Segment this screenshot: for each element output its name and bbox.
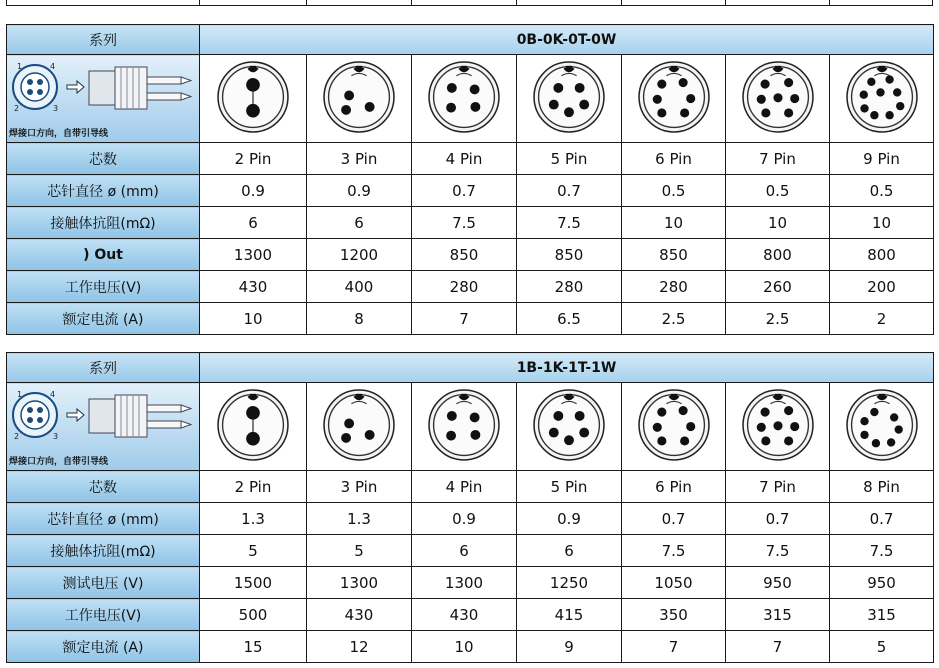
pin-layout-icon	[636, 59, 712, 135]
svg-text:2: 2	[14, 104, 20, 113]
spec-value: 7	[726, 631, 830, 663]
spec-value: 200	[830, 271, 934, 303]
pin-dot	[773, 421, 782, 430]
spec-value: 400	[307, 271, 412, 303]
pin-layout-3	[307, 55, 412, 143]
pin-dot	[889, 413, 897, 421]
pin-dot	[341, 432, 351, 442]
spec-value: 7 Pin	[726, 143, 830, 175]
spec-value: 2	[830, 303, 934, 335]
spec-value: 7 Pin	[726, 471, 830, 503]
pin-dot	[575, 82, 585, 92]
spec-value: 1300	[412, 567, 517, 599]
pin-dot	[761, 436, 770, 445]
pin-dot	[470, 101, 480, 111]
row-label: 工作电压(V)	[7, 599, 200, 631]
pin-dot	[564, 107, 574, 117]
spec-value: 2.5	[622, 303, 726, 335]
spec-value: 2.5	[726, 303, 830, 335]
pin-dot	[893, 88, 901, 96]
spec-value: 15	[200, 631, 307, 663]
solder-direction-caption: 焊接口方向，自带引导线	[9, 129, 109, 139]
spec-value: 6.5	[517, 303, 622, 335]
pin-dot	[680, 108, 689, 117]
row-label: 芯数	[7, 143, 200, 175]
previous-table-edge	[6, 0, 933, 6]
pin-layout-4	[412, 383, 517, 471]
row-label: 接触体抗阻(mΩ)	[7, 207, 200, 239]
spec-value: 0.7	[622, 503, 726, 535]
spec-value: 1300	[200, 239, 307, 271]
pin-dot	[773, 93, 782, 102]
spec-value: 7.5	[726, 535, 830, 567]
spec-value: 0.7	[517, 175, 622, 207]
row-label: ) Out	[7, 239, 200, 271]
pin-dot	[678, 78, 687, 87]
spec-value: 6	[200, 207, 307, 239]
svg-text:3: 3	[53, 432, 59, 441]
spec-row	[7, 207, 934, 239]
series-name: 0B-0K-0T-0W	[200, 25, 934, 55]
pin-dot	[549, 99, 559, 109]
spec-value: 4 Pin	[412, 471, 517, 503]
pin-dot	[784, 436, 793, 445]
pin-layout-4	[412, 55, 517, 143]
row-label: 芯数	[7, 471, 200, 503]
pin-dot	[553, 82, 563, 92]
spec-value: 0.9	[517, 503, 622, 535]
spec-value: 0.7	[412, 175, 517, 207]
spec-row	[7, 271, 934, 303]
spec-value: 10	[726, 207, 830, 239]
pin-layout-5	[517, 55, 622, 143]
spec-row	[7, 175, 934, 207]
spec-value: 5	[830, 631, 934, 663]
connector-diagram-cell	[7, 55, 200, 143]
spec-value: 7	[622, 631, 726, 663]
pin-layout-icon	[844, 387, 920, 463]
pin-dot	[470, 429, 480, 439]
spec-value: 5 Pin	[517, 471, 622, 503]
pin-dot	[365, 101, 375, 111]
pin-dot	[470, 84, 480, 94]
spec-row	[7, 631, 934, 663]
pin-dot	[470, 412, 480, 422]
spec-row	[7, 239, 934, 271]
spec-value: 5 Pin	[517, 143, 622, 175]
pin-dot	[657, 79, 666, 88]
row-label: 工作电压(V)	[7, 271, 200, 303]
pin-dot	[341, 104, 351, 114]
spec-row	[7, 471, 934, 503]
pin-dot	[896, 101, 904, 109]
pin-dot	[790, 421, 799, 430]
pin-layout-7	[726, 383, 830, 471]
pin-dot	[760, 407, 769, 416]
spec-value: 315	[726, 599, 830, 631]
spec-row	[7, 303, 934, 335]
series-label: 系列	[7, 25, 200, 55]
pin-layout-icon	[740, 59, 816, 135]
spec-value: 4 Pin	[412, 143, 517, 175]
pin-dot	[867, 77, 875, 85]
pin-dot	[859, 90, 867, 98]
pin-dot	[579, 99, 589, 109]
row-label: 芯针直径 ø (mm)	[7, 175, 200, 207]
spec-value: 280	[517, 271, 622, 303]
spec-table-1b	[6, 352, 934, 663]
connector-diagram-cell	[7, 383, 200, 471]
spec-value: 315	[830, 599, 934, 631]
pin-layout-icon	[215, 59, 291, 135]
pin-layout-2	[200, 383, 307, 471]
pin-dot	[886, 438, 894, 446]
svg-text:4: 4	[50, 62, 56, 71]
spec-value: 0.9	[412, 503, 517, 535]
pin-layout-8	[830, 383, 934, 471]
spec-value: 3 Pin	[307, 143, 412, 175]
pin-layout-icon	[426, 59, 502, 135]
pin-layout-6	[622, 55, 726, 143]
row-label: 芯针直径 ø (mm)	[7, 503, 200, 535]
spec-value: 430	[412, 599, 517, 631]
pin-dot	[549, 427, 559, 437]
spec-value: 800	[726, 239, 830, 271]
spec-value: 0.7	[726, 503, 830, 535]
pin-layout-3	[307, 383, 412, 471]
pin-dot	[579, 427, 589, 437]
pin-layout-icon	[215, 387, 291, 463]
row-label: 测试电压 (V)	[7, 567, 200, 599]
spec-value: 10	[830, 207, 934, 239]
spec-value: 1.3	[200, 503, 307, 535]
pin-dot	[870, 111, 878, 119]
pin-layout-icon	[321, 387, 397, 463]
spec-value: 950	[830, 567, 934, 599]
spec-value: 0.9	[200, 175, 307, 207]
spec-value: 430	[307, 599, 412, 631]
pin-dot	[680, 436, 689, 445]
pin-dot	[860, 104, 868, 112]
pin-layout-icon	[636, 387, 712, 463]
pin-dot	[871, 439, 879, 447]
spec-value: 0.5	[622, 175, 726, 207]
series-name: 1B-1K-1T-1W	[200, 353, 934, 383]
pin-dot	[447, 410, 457, 420]
spec-value: 6	[307, 207, 412, 239]
pin-layout-5	[517, 383, 622, 471]
spec-value: 10	[200, 303, 307, 335]
spec-value: 430	[200, 271, 307, 303]
pin-dot	[678, 406, 687, 415]
pin-dot	[447, 82, 457, 92]
pin-dot	[784, 406, 793, 415]
pin-layout-icon	[531, 59, 607, 135]
svg-text:1: 1	[17, 390, 23, 399]
svg-text:3: 3	[53, 104, 59, 113]
pin-dot	[575, 410, 585, 420]
pin-layout-icon	[426, 387, 502, 463]
pin-dot	[894, 425, 902, 433]
spec-value: 10	[622, 207, 726, 239]
row-label: 接触体抗阻(mΩ)	[7, 535, 200, 567]
pin-dot	[686, 421, 695, 430]
pin-layout-icon	[321, 59, 397, 135]
spec-value: 8	[307, 303, 412, 335]
pin-dot	[657, 108, 666, 117]
pin-dot	[246, 406, 260, 420]
spec-value: 6	[517, 535, 622, 567]
row-label: 额定电流 (A)	[7, 303, 200, 335]
spec-value: 1250	[517, 567, 622, 599]
spec-value: 5	[200, 535, 307, 567]
spec-value: 1050	[622, 567, 726, 599]
pin-dot	[246, 431, 260, 445]
spec-value: 950	[726, 567, 830, 599]
spec-value: 6 Pin	[622, 143, 726, 175]
pin-dot	[686, 93, 695, 102]
spec-value: 1.3	[307, 503, 412, 535]
pin-dot	[756, 422, 765, 431]
spec-value: 10	[412, 631, 517, 663]
spec-value: 850	[517, 239, 622, 271]
spec-value: 0.9	[307, 175, 412, 207]
pin-dot	[652, 422, 661, 431]
spec-value: 3 Pin	[307, 471, 412, 503]
pin-dot	[876, 88, 884, 96]
pin-layout-icon	[531, 387, 607, 463]
spec-value: 415	[517, 599, 622, 631]
pin-layout-icon	[844, 59, 920, 135]
pin-dot	[365, 429, 375, 439]
pin-dot	[784, 108, 793, 117]
spec-value: 1300	[307, 567, 412, 599]
spec-value: 7.5	[412, 207, 517, 239]
spec-value: 0.7	[830, 503, 934, 535]
spec-value: 280	[622, 271, 726, 303]
spec-row	[7, 143, 934, 175]
pin-dot	[761, 108, 770, 117]
pin-dot	[564, 435, 574, 445]
spec-value: 350	[622, 599, 726, 631]
pin-dot	[446, 102, 456, 112]
spec-value: 2 Pin	[200, 471, 307, 503]
pin-dot	[344, 90, 354, 100]
pin-dot	[885, 111, 893, 119]
connector-diagram	[9, 57, 197, 127]
spec-value: 850	[412, 239, 517, 271]
pin-dot	[553, 410, 563, 420]
pin-dot	[246, 103, 260, 117]
row-label: 额定电流 (A)	[7, 631, 200, 663]
spec-value: 7.5	[517, 207, 622, 239]
spec-value: 7.5	[830, 535, 934, 567]
series-label: 系列	[7, 353, 200, 383]
spec-value: 800	[830, 239, 934, 271]
spec-value: 0.5	[726, 175, 830, 207]
spec-value: 7.5	[622, 535, 726, 567]
pin-dot	[652, 94, 661, 103]
spec-value: 6 Pin	[622, 471, 726, 503]
solder-direction-caption: 焊接口方向，自带引导线	[9, 457, 109, 467]
pin-dot	[860, 430, 868, 438]
spec-value: 1200	[307, 239, 412, 271]
pin-layout-6	[622, 383, 726, 471]
pin-dot	[760, 79, 769, 88]
pin-dot	[246, 78, 260, 92]
pin-dot	[756, 94, 765, 103]
pin-dot	[784, 78, 793, 87]
spec-value: 9 Pin	[830, 143, 934, 175]
svg-text:4: 4	[50, 390, 56, 399]
spec-value: 9	[517, 631, 622, 663]
pin-layout-icon	[740, 387, 816, 463]
pin-dot	[446, 430, 456, 440]
spec-value: 6	[412, 535, 517, 567]
pin-dot	[344, 418, 354, 428]
spec-value: 850	[622, 239, 726, 271]
pin-dot	[657, 436, 666, 445]
spec-value: 2 Pin	[200, 143, 307, 175]
pin-dot	[860, 417, 868, 425]
pin-layout-9	[830, 55, 934, 143]
spec-value: 12	[307, 631, 412, 663]
spec-row	[7, 567, 934, 599]
spec-value: 1500	[200, 567, 307, 599]
pin-dot	[790, 93, 799, 102]
spec-value: 8 Pin	[830, 471, 934, 503]
svg-text:1: 1	[17, 62, 23, 71]
pin-dot	[870, 407, 878, 415]
spec-value: 500	[200, 599, 307, 631]
svg-text:2: 2	[14, 432, 20, 441]
spec-row	[7, 503, 934, 535]
pin-dot	[657, 407, 666, 416]
spec-value: 260	[726, 271, 830, 303]
spec-value: 0.5	[830, 175, 934, 207]
spec-value: 5	[307, 535, 412, 567]
spec-value: 280	[412, 271, 517, 303]
spec-row	[7, 535, 934, 567]
pin-dot	[885, 75, 893, 83]
connector-diagram	[9, 385, 197, 455]
spec-table-0b	[6, 24, 934, 335]
pin-layout-2	[200, 55, 307, 143]
pin-layout-7	[726, 55, 830, 143]
spec-value: 7	[412, 303, 517, 335]
spec-row	[7, 599, 934, 631]
